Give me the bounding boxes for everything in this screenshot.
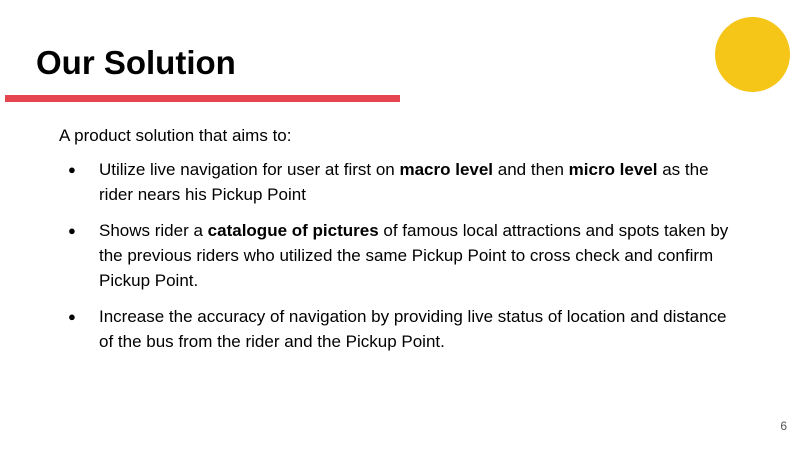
bullet-text bbox=[99, 221, 728, 290]
bullet-segment: and then bbox=[493, 160, 569, 179]
bullet-segment: Utilize live navigation for user at first on bbox=[99, 160, 400, 179]
bullet-dot-icon: ● bbox=[68, 223, 76, 238]
bullet-text bbox=[99, 160, 709, 204]
bullet-segment-bold: macro level bbox=[399, 160, 494, 179]
bullet-segment: as the rider nears his Pickup Point bbox=[99, 160, 709, 204]
decorative-circle bbox=[715, 17, 790, 92]
bullet-dot-icon: ● bbox=[68, 162, 76, 177]
bullet-dot-icon: ● bbox=[68, 309, 76, 324]
slide-title: Our Solution bbox=[36, 44, 236, 81]
bullet-segment-bold: micro level bbox=[568, 160, 658, 179]
bullet-item bbox=[59, 304, 739, 354]
page-number: 6 bbox=[780, 419, 787, 433]
title-underline-bar bbox=[5, 95, 400, 102]
bullet-segment: Increase the accuracy of navigation by providing live status of location and distance of the bus from the rider and the Pickup Point. bbox=[99, 307, 727, 351]
intro-text: A product solution that aims to: bbox=[59, 126, 292, 145]
bullet-segment: Shows rider a bbox=[99, 221, 208, 240]
bullet-item bbox=[59, 218, 739, 293]
bullet-segment: of famous local attractions and spots taken by the previous riders who utilized the same Pickup Point to cross check and confirm Pickup Point. bbox=[99, 221, 729, 290]
bullet-segment-bold: catalogue of pictures bbox=[207, 221, 379, 240]
slide-body bbox=[59, 123, 739, 365]
bullet-list bbox=[59, 157, 739, 354]
bullet-item bbox=[59, 157, 739, 207]
bullet-text bbox=[99, 307, 726, 351]
